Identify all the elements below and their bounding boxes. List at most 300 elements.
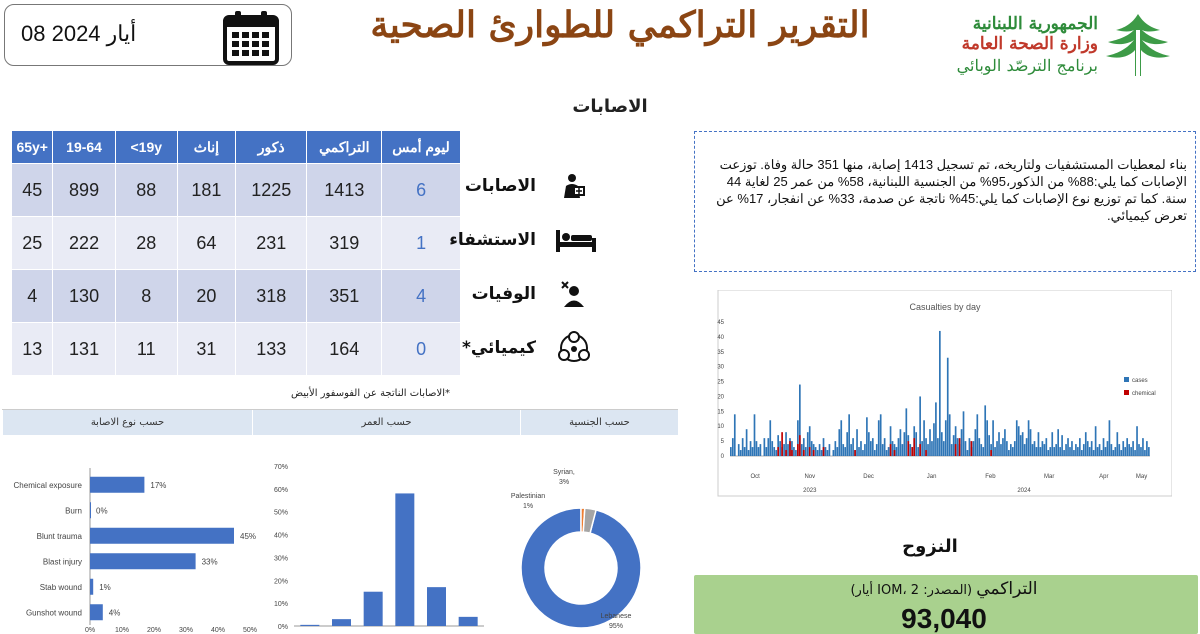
cases-bar xyxy=(886,450,888,456)
ministry-line-3: برنامج الترصّد الوبائي xyxy=(956,56,1098,75)
cedar-logo xyxy=(1102,10,1174,82)
cases-bar xyxy=(933,423,935,456)
ministry-line-2: وزارة الصحة العامة xyxy=(961,34,1098,54)
cases-bar xyxy=(1044,444,1046,456)
cases-bar xyxy=(1142,438,1144,456)
y-tick-label: 20 xyxy=(717,394,724,401)
cases-bar xyxy=(848,414,850,456)
legend-swatch-cases xyxy=(1124,377,1129,382)
y-tick-label: 40 xyxy=(717,334,724,341)
year-label: 2024 xyxy=(1017,488,1031,494)
cases-bar xyxy=(1073,450,1075,456)
table-cell: 45 xyxy=(12,163,53,216)
injury-bar xyxy=(90,579,93,595)
slice-label-lebanese: Lebanese xyxy=(600,613,632,620)
y-tick-label: 10 xyxy=(717,424,724,431)
table-cell: 6 xyxy=(382,163,461,216)
cases-bar xyxy=(764,438,766,456)
cases-bar xyxy=(1014,441,1016,456)
cases-bar xyxy=(1034,441,1036,456)
displacement-cumulative-label: التراكمي xyxy=(976,579,1038,599)
cases-bar xyxy=(1051,432,1053,456)
cases-bar xyxy=(1006,441,1008,456)
cases-bar xyxy=(973,441,975,456)
cases-bar xyxy=(978,438,980,456)
col-header-female: إناث xyxy=(178,131,236,163)
year-label: 2023 xyxy=(803,488,817,494)
chemical-bar xyxy=(799,435,801,456)
cases-bar xyxy=(905,408,907,456)
cases-bar xyxy=(878,420,880,456)
cases-bar xyxy=(827,450,829,456)
injury-bar xyxy=(90,502,91,518)
chemical-bar xyxy=(890,444,892,456)
cases-bar xyxy=(898,438,900,456)
age-bar xyxy=(300,625,319,626)
cases-bar xyxy=(1042,441,1044,456)
cases-bar xyxy=(949,414,951,456)
cases-bar xyxy=(779,441,781,456)
chemical-bar xyxy=(955,444,957,456)
table-cell: 4 xyxy=(382,269,461,322)
table-cell: 899 xyxy=(53,163,115,216)
cases-bar xyxy=(1122,441,1124,456)
cases-bar xyxy=(996,441,998,456)
cases-bar xyxy=(787,444,789,456)
cases-bar xyxy=(1134,450,1136,456)
cases-bar xyxy=(880,414,882,456)
cases-bar xyxy=(943,441,945,456)
col-header-male: ذكور xyxy=(236,131,308,163)
cases-bar xyxy=(1061,435,1063,456)
cases-bar xyxy=(811,441,813,456)
x-tick-label: 40% xyxy=(210,627,226,634)
cases-bar xyxy=(850,444,852,456)
table-cell: 131 xyxy=(53,322,115,375)
chemical-bar xyxy=(990,450,992,456)
legend-swatch-chemical xyxy=(1124,390,1129,395)
table-header-row xyxy=(12,131,461,163)
table-cell: 319 xyxy=(307,216,382,269)
cases-bar xyxy=(840,420,842,456)
chart-title: Casualties by day xyxy=(909,302,981,312)
tab-by-nationality[interactable]: حسب الجنسية xyxy=(520,410,678,436)
y-tick-label: 40% xyxy=(273,532,288,540)
cases-bar xyxy=(738,444,740,456)
stats-table xyxy=(12,131,461,375)
cases-bar xyxy=(1055,444,1057,456)
table-cell: 20 xyxy=(178,269,236,322)
cases-bar xyxy=(807,432,809,456)
cases-bar xyxy=(856,429,858,456)
cases-bar xyxy=(1097,447,1099,456)
bar-value-label: 33% xyxy=(201,557,218,567)
cases-bar xyxy=(904,432,906,456)
chemical-bar xyxy=(781,432,783,456)
nationality-chart xyxy=(496,456,672,634)
cases-bar xyxy=(775,450,777,456)
cases-bar xyxy=(866,417,868,456)
x-tick-label: 10% xyxy=(114,627,130,634)
cases-bar xyxy=(1022,432,1024,456)
age-bar xyxy=(364,592,383,626)
cases-bar xyxy=(1026,438,1028,456)
cases-bar xyxy=(915,432,917,456)
y-tick-label: 45 xyxy=(717,320,724,326)
cases-bar xyxy=(975,429,977,456)
injured-person-icon xyxy=(560,172,588,200)
cases-bar xyxy=(1085,432,1087,456)
chemical-hazard-icon xyxy=(554,328,594,368)
cases-bar xyxy=(760,444,762,456)
table-cell: 231 xyxy=(236,216,308,269)
injury-bar xyxy=(90,553,196,569)
cases-bar xyxy=(1116,432,1118,456)
month-label: Feb xyxy=(985,474,996,480)
row-label-text: كيميائي* xyxy=(461,338,536,358)
cases-bar xyxy=(992,420,994,456)
cases-bar xyxy=(957,438,959,456)
table-cell: 0 xyxy=(382,322,461,375)
chemical-bar xyxy=(789,441,791,456)
row-label-text: الوفيات xyxy=(471,284,536,304)
cases-bar xyxy=(1120,450,1122,456)
cases-bar xyxy=(744,447,746,456)
cases-bar xyxy=(801,444,803,456)
cases-bar xyxy=(961,429,963,456)
cases-bar xyxy=(740,450,742,456)
cases-bar xyxy=(868,432,870,456)
injury-bar xyxy=(90,604,103,620)
legend-label-chemical: chemical xyxy=(1132,391,1156,397)
cases-bar xyxy=(951,444,953,456)
cases-bar xyxy=(896,447,898,456)
cases-bar xyxy=(1000,444,1002,456)
bar-value-label: 1% xyxy=(99,582,111,592)
cases-bar xyxy=(730,447,732,456)
cases-bar xyxy=(1109,420,1111,456)
cases-bar xyxy=(953,435,955,456)
cases-bar xyxy=(1083,444,1085,456)
chemical-bar xyxy=(785,450,787,456)
cases-bar xyxy=(1124,447,1126,456)
cases-bar xyxy=(793,447,795,456)
chemical-bar xyxy=(911,447,913,456)
month-label: Apr xyxy=(1099,474,1109,480)
y-tick-label: 5 xyxy=(720,439,724,446)
cases-bar xyxy=(1032,444,1034,456)
cases-bar xyxy=(1081,450,1083,456)
cases-bar xyxy=(1140,447,1142,456)
category-label: Blunt trauma xyxy=(36,531,82,541)
cases-bar xyxy=(754,414,756,456)
chemical-bar xyxy=(907,441,909,456)
cases-bar xyxy=(874,450,876,456)
cases-bar xyxy=(748,450,750,456)
row-label-injuries xyxy=(464,166,588,206)
legend-label-cases: cases xyxy=(1132,378,1148,384)
chemical-bar xyxy=(919,444,921,456)
cases-bar xyxy=(1136,426,1138,456)
y-tick-label: 15 xyxy=(717,409,724,416)
cases-bar xyxy=(937,438,939,456)
x-tick-label: 0% xyxy=(84,627,96,634)
cases-bar xyxy=(1069,447,1071,456)
chemical-bar xyxy=(777,447,779,456)
cases-bar xyxy=(752,447,754,456)
table-cell: 4 xyxy=(12,269,53,322)
cases-bar xyxy=(1105,447,1107,456)
cases-bar xyxy=(967,450,969,456)
injury-type-chart xyxy=(2,458,260,634)
cases-bar xyxy=(1113,450,1115,456)
cases-bar xyxy=(1099,444,1101,456)
cases-bar xyxy=(860,441,862,456)
tab-by-age[interactable]: حسب العمر xyxy=(252,410,520,436)
cases-bar xyxy=(1067,438,1069,456)
tab-by-injury-type[interactable]: حسب نوع الاصابة xyxy=(2,410,252,436)
cases-bar xyxy=(969,438,971,456)
calendar-icon xyxy=(223,9,279,65)
cases-bar xyxy=(1002,438,1004,456)
slice-value-lebanese: 95% xyxy=(608,623,624,630)
y-tick-label: 20% xyxy=(273,578,288,586)
cases-bar xyxy=(1045,438,1047,456)
cases-bar xyxy=(750,441,752,456)
displacement-source: (المصدر: IOM، 2 أيار) xyxy=(850,583,973,598)
table-cell: 8 xyxy=(116,269,178,322)
cases-bar xyxy=(1012,447,1014,456)
chemical-bar xyxy=(913,438,915,456)
cases-bar xyxy=(988,435,990,456)
cases-bar xyxy=(892,441,894,456)
table-cell: 1 xyxy=(382,216,461,269)
cases-bar xyxy=(1126,438,1128,456)
cases-bar xyxy=(923,420,925,456)
cases-bar xyxy=(746,429,748,456)
category-label: Gunshot wound xyxy=(25,608,82,618)
cases-bar xyxy=(986,420,988,456)
cases-bar xyxy=(1065,444,1067,456)
month-label: Oct xyxy=(750,474,760,480)
age-bar xyxy=(427,587,446,626)
cases-bar xyxy=(1089,447,1091,456)
age-bar xyxy=(395,493,414,626)
cases-bar xyxy=(1075,444,1077,456)
cases-bar xyxy=(771,441,773,456)
cases-bar xyxy=(1091,441,1093,456)
cases-bar xyxy=(965,441,967,456)
breakdown-tab-bar xyxy=(2,409,678,435)
cases-bar xyxy=(858,447,860,456)
chemical-bar xyxy=(791,450,793,456)
cases-bar xyxy=(862,450,864,456)
table-row xyxy=(12,322,461,375)
cases-bar xyxy=(939,331,941,456)
y-tick-label: 0 xyxy=(720,454,724,460)
row-label-hospitalization xyxy=(449,220,588,260)
row-label-text: الاصابات xyxy=(464,176,536,196)
cases-bar xyxy=(870,441,872,456)
col-header-19-64: 19-64 xyxy=(53,131,115,163)
hospital-bed-icon xyxy=(554,226,598,254)
table-cell: 1413 xyxy=(307,163,382,216)
bar-value-label: 0% xyxy=(96,506,108,516)
cases-bar xyxy=(1130,447,1132,456)
cases-bar xyxy=(935,402,937,456)
y-tick-label: 25 xyxy=(717,379,724,386)
injuries-section-title: الاصابات xyxy=(572,96,648,117)
cases-bar xyxy=(884,438,886,456)
cases-bar xyxy=(1095,426,1097,456)
displacement-box xyxy=(694,575,1198,634)
cases-bar xyxy=(825,447,827,456)
table-cell: 222 xyxy=(53,216,115,269)
table-cell: 25 xyxy=(12,216,53,269)
cases-bar xyxy=(921,441,923,456)
cases-bar xyxy=(1008,450,1010,456)
cases-bar xyxy=(1144,450,1146,456)
table-cell: 31 xyxy=(178,322,236,375)
cases-bar xyxy=(976,414,978,456)
chemical-bar xyxy=(925,450,927,456)
month-label: Jan xyxy=(926,474,937,480)
report-date: 08 أيار 2024 xyxy=(21,21,137,46)
cases-bar xyxy=(1057,429,1059,456)
cases-bar xyxy=(1093,450,1095,456)
month-label: Dec xyxy=(863,474,874,480)
cases-bar xyxy=(817,450,819,456)
cases-bar xyxy=(767,438,769,456)
col-header-under-19: <19y xyxy=(116,131,178,163)
summary-box: بناء لمعطيات المستشفيات ولتاريخه، تم تسجيل 1413 إصابة، منها 351 حالة وفاة. توزعت الإصابات كما يلي:88% من الذكور،95% من الجنسية اللبنانية، 58% من عمر 25 لغاية 44 سنة. كما تم توزيع نوع الإصابات كما يلي:45% ناتجة عن صدمة، 33% عن انفجار، 17% عن تعرض كيميائي. xyxy=(694,131,1196,272)
table-cell: 351 xyxy=(307,269,382,322)
month-label: Nov xyxy=(804,474,816,480)
cases-bar xyxy=(998,432,1000,456)
cases-bar xyxy=(805,447,807,456)
cases-bar xyxy=(835,441,837,456)
casualties-by-day-chart xyxy=(700,290,1172,500)
chemical-bar xyxy=(797,444,799,456)
cases-bar xyxy=(1128,444,1130,456)
cases-bar xyxy=(882,444,884,456)
y-tick-label: 10% xyxy=(273,601,288,609)
chemical-bar xyxy=(813,450,815,456)
table-cell: 133 xyxy=(236,322,308,375)
displacement-label xyxy=(794,579,1094,599)
cases-bar xyxy=(900,429,902,456)
cases-bar xyxy=(980,444,982,456)
cases-bar xyxy=(1132,441,1134,456)
cases-bar xyxy=(945,420,947,456)
cases-bar xyxy=(941,432,943,456)
cases-bar xyxy=(769,420,771,456)
chemical-bar xyxy=(803,450,805,456)
chemical-bar xyxy=(854,450,856,456)
table-cell: 28 xyxy=(116,216,178,269)
cases-bar xyxy=(1115,447,1117,456)
col-header-cumulative: التراكمي xyxy=(307,131,382,163)
deceased-person-icon xyxy=(560,280,588,308)
age-chart xyxy=(262,456,492,634)
cases-bar xyxy=(1047,450,1049,456)
cases-bar xyxy=(876,444,878,456)
cases-bar xyxy=(819,444,821,456)
cases-bar xyxy=(1146,441,1148,456)
cases-bar xyxy=(795,450,797,456)
table-footnote: *الاصابات الناتجة عن الفوسفور الأبيض xyxy=(290,388,450,399)
cases-bar xyxy=(1038,432,1040,456)
cases-bar xyxy=(833,450,835,456)
table-row xyxy=(12,216,461,269)
table-cell: 130 xyxy=(53,269,115,322)
displacement-value: 93,040 xyxy=(901,603,987,634)
cases-bar xyxy=(982,447,984,456)
cases-bar xyxy=(842,444,844,456)
cases-bar xyxy=(984,405,986,456)
cases-bar xyxy=(947,358,949,456)
chemical-bar xyxy=(809,447,811,456)
cases-bar xyxy=(734,414,736,456)
table-cell: 1225 xyxy=(236,163,308,216)
cases-bar xyxy=(821,450,823,456)
col-header-65-plus: 65y+ xyxy=(12,131,53,163)
table-cell: 318 xyxy=(236,269,308,322)
cases-bar xyxy=(909,444,911,456)
x-tick-label: 30% xyxy=(178,627,194,634)
y-tick-label: 0% xyxy=(277,624,288,631)
cases-bar xyxy=(1063,450,1065,456)
cases-bar xyxy=(1040,447,1042,456)
cases-bar xyxy=(888,447,890,456)
table-cell: 164 xyxy=(307,322,382,375)
cases-bar xyxy=(1111,444,1113,456)
cases-bar xyxy=(732,438,734,456)
cases-bar xyxy=(929,429,931,456)
cases-bar xyxy=(852,438,854,456)
table-row xyxy=(12,163,461,216)
cases-bar xyxy=(1028,420,1030,456)
month-label: Mar xyxy=(1044,474,1055,480)
cases-bar xyxy=(829,444,831,456)
cases-bar xyxy=(1101,450,1103,456)
displacement-title: النزوح xyxy=(902,536,958,557)
ministry-line-1: الجمهورية اللبنانية xyxy=(972,14,1098,34)
cases-bar xyxy=(836,447,838,456)
cases-bar xyxy=(1079,438,1081,456)
cases-bar xyxy=(1138,444,1140,456)
cases-bar xyxy=(1071,441,1073,456)
y-tick-label: 35 xyxy=(717,349,724,356)
month-label: May xyxy=(1135,474,1148,480)
cases-bar xyxy=(1016,420,1018,456)
chart-frame xyxy=(718,290,1172,496)
age-bar xyxy=(459,617,478,626)
injury-bar xyxy=(90,528,234,544)
category-label: Chemical exposure xyxy=(13,480,82,490)
col-header-yesterday: ليوم أمس xyxy=(382,131,461,163)
cases-bar xyxy=(864,444,866,456)
cases-bar xyxy=(742,438,744,456)
cases-bar xyxy=(844,447,846,456)
cases-bar xyxy=(773,447,775,456)
cases-bar xyxy=(1118,444,1120,456)
cases-bar xyxy=(1148,447,1150,456)
injury-bar xyxy=(90,477,144,493)
x-tick-label: 50% xyxy=(242,627,258,634)
cases-bar xyxy=(758,447,760,456)
cases-bar xyxy=(931,441,933,456)
